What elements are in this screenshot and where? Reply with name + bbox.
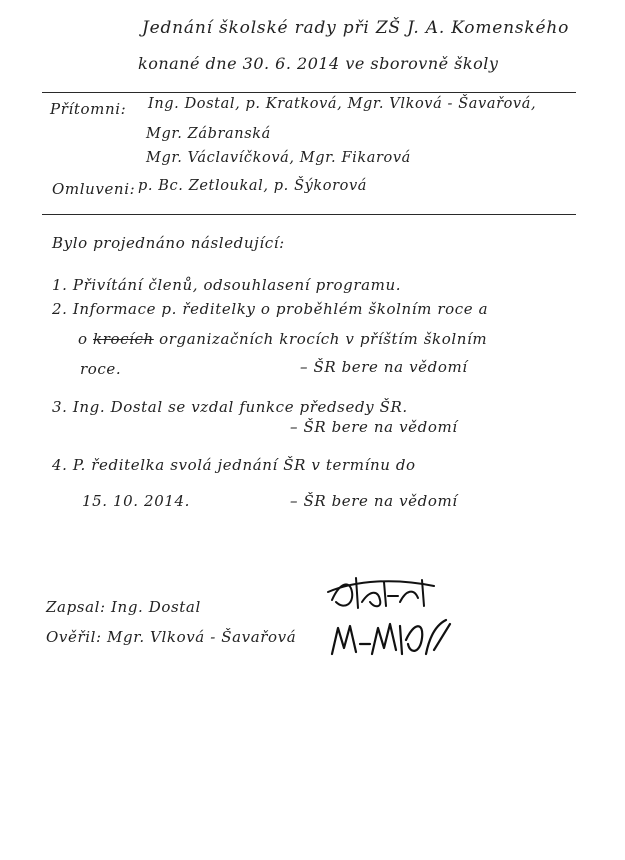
verified-by: Ověřil: Mgr. Vlková - Šavařová (46, 628, 297, 646)
agenda-item-2-line2-post: organizačních krocích v příštím školním (159, 330, 488, 348)
agenda-item-4-note: – ŠR bere na vědomí (290, 492, 458, 510)
agenda-item-3-line1: 3. Ing. Dostal se vzdal funkce předsedy ŠR. (52, 398, 408, 416)
divider-top (42, 92, 576, 93)
agenda-item-2-struck-word: krocích (93, 330, 154, 348)
excused-label: Omluveni: (52, 180, 136, 198)
agenda-intro: Bylo projednáno následující: (52, 234, 285, 252)
excused-names: p. Bc. Zetloukal, p. Šýkorová (138, 178, 368, 194)
signature-dostal (326, 572, 436, 614)
present-names-line3: Mgr. Václavíčková, Mgr. Fikarová (146, 150, 411, 166)
present-names-line1: Ing. Dostal, p. Kratková, Mgr. Vlková - Šavařová, (148, 96, 537, 112)
agenda-item-3-note: – ŠR bere na vědomí (290, 418, 458, 436)
divider-bottom (42, 214, 576, 215)
agenda-item-2-line3: roce. (80, 360, 122, 378)
agenda-item-4-line1: 4. P. ředitelka svolá jednání ŠR v termínu do (52, 456, 416, 474)
agenda-item-2-line2-pre: o (78, 330, 88, 348)
recorded-by: Zapsal: Ing. Dostal (46, 598, 201, 616)
header-title: Jednání školské rady při ZŠ J. A. Komenského (142, 18, 570, 38)
signature-vlkova (326, 614, 456, 662)
agenda-item-2-note: – ŠR bere na vědomí (300, 358, 468, 376)
agenda-item-2-line2 (78, 330, 487, 348)
present-label: Přítomni: (50, 100, 127, 118)
present-names-line2: Mgr. Zábranská (146, 126, 271, 142)
agenda-item-1: 1. Přivítání členů, odsouhlasení programu. (52, 276, 402, 294)
agenda-item-2-line1: 2. Informace p. ředitelky o proběhlém školním roce a (52, 300, 489, 318)
header-subtitle: konané dne 30. 6. 2014 ve sborovně školy (138, 54, 499, 73)
agenda-item-4-line2: 15. 10. 2014. (82, 492, 190, 510)
